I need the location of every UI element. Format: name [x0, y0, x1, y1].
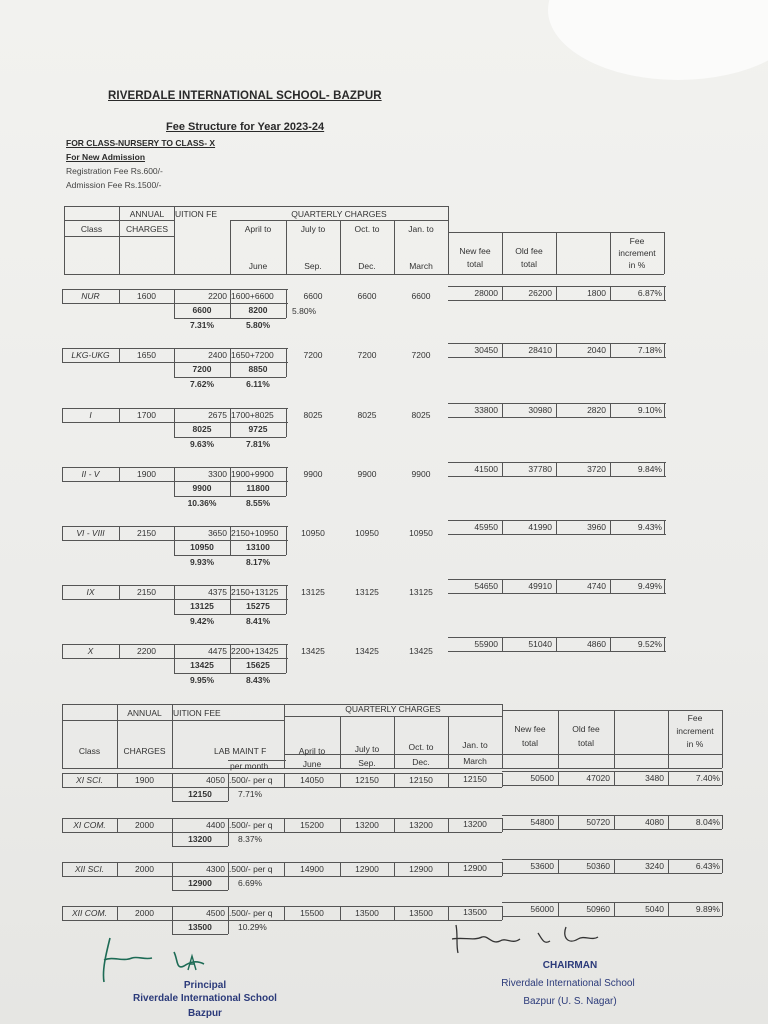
row-divider: [664, 403, 665, 417]
new-admission-heading: For New Admission: [66, 152, 146, 162]
april-june: 15200: [300, 820, 324, 830]
class-name: I: [89, 410, 92, 420]
old-fee-total: 49910: [528, 581, 552, 591]
jan-march: 13200: [463, 819, 487, 829]
july-increase: 5.80%: [292, 306, 317, 316]
col2-jan: Jan. to: [462, 740, 488, 750]
row-divider: [722, 859, 723, 873]
new-tuition-quarter: 7200: [192, 364, 212, 374]
fee-increment: 7.40%: [695, 773, 720, 783]
row-divider: [722, 771, 723, 785]
old-fee-total: 26200: [528, 288, 552, 298]
row-rule: [62, 832, 502, 833]
row-rule: [172, 801, 228, 802]
annual-charges: 1650: [137, 350, 156, 360]
col2-quarterly: QUARTERLY CHARGES: [345, 704, 441, 714]
col2-june: June: [302, 759, 322, 769]
col2-new-total: total: [521, 738, 539, 748]
april-june: 14900: [300, 864, 324, 874]
class-name: LKG-UKG: [71, 350, 110, 360]
col-old-fee: Old fee: [515, 246, 543, 256]
fee-difference: 3240: [645, 861, 664, 871]
row-divider: [664, 462, 665, 476]
fee-difference: 3480: [645, 773, 664, 783]
new-tuition-quarter: 9900: [192, 483, 212, 493]
row-rule: [448, 520, 666, 521]
row-divider: [286, 599, 287, 614]
jan-march: 10950: [409, 528, 433, 538]
jan-march: 13125: [409, 587, 433, 597]
row-divider: [722, 902, 723, 916]
april-june: 1600+6600: [231, 291, 274, 301]
new-tuition-quarter: 12900: [188, 878, 212, 888]
fee-difference: 4860: [587, 639, 606, 649]
tuition-increase: 7.62%: [189, 379, 215, 389]
row-divider: [664, 579, 665, 593]
admission-fee: Admission Fee Rs.1500/-: [66, 180, 162, 190]
april-june: 2150+10950: [231, 528, 279, 538]
class-name: XII SCI.: [74, 864, 105, 874]
fee-increment: 7.18%: [637, 345, 662, 355]
row-rule: [448, 417, 666, 418]
chairman-title: CHAIRMAN: [542, 960, 598, 971]
row-rule: [448, 579, 666, 580]
col2-charges: CHARGES: [123, 746, 166, 756]
col-increment-2: increment: [618, 248, 656, 258]
col-new-fee: New fee: [459, 246, 491, 256]
new-fee-total: 50500: [530, 773, 554, 783]
row-divider: [664, 343, 665, 357]
row-rule: [62, 526, 288, 527]
row-rule: [448, 300, 666, 301]
row-divider: [664, 637, 665, 651]
old-fee-total: 47020: [586, 773, 610, 783]
row-rule: [172, 846, 228, 847]
new-april-june: 8850: [248, 364, 268, 374]
july-sep: 12150: [355, 775, 379, 785]
fee-increment: 9.84%: [637, 464, 662, 474]
april-increase: 8.43%: [245, 675, 271, 685]
annual-charges: 2200: [137, 646, 156, 656]
fee-increment: 9.49%: [637, 581, 662, 591]
new-fee-total: 54650: [474, 581, 498, 591]
tuition-increase: 8.37%: [238, 834, 263, 844]
new-fee-total: 28000: [474, 288, 498, 298]
april-increase: 5.80%: [245, 320, 271, 330]
row-rule: [62, 289, 288, 290]
old-fee-total: 51040: [528, 639, 552, 649]
col-new-total: total: [466, 259, 484, 269]
col-june: June: [248, 261, 268, 271]
new-april-june: 13100: [246, 542, 270, 552]
annual-charges: 2000: [135, 864, 154, 874]
april-june: 1900+9900: [231, 469, 274, 479]
col-charges: CHARGES: [125, 224, 169, 234]
row-rule: [62, 303, 288, 304]
row-rule: [62, 876, 502, 877]
fee-increment: 6.43%: [695, 861, 720, 871]
april-june: 2150+13125: [231, 587, 279, 597]
registration-fee: Registration Fee Rs.600/-: [66, 166, 163, 176]
row-divider: [286, 540, 287, 555]
tuition-increase: 6.69%: [238, 878, 263, 888]
fee-increment: 9.52%: [637, 639, 662, 649]
fee-increment: 9.89%: [695, 904, 720, 914]
annual-charges: 1600: [137, 291, 156, 301]
april-june: 1650+7200: [231, 350, 274, 360]
class-name: IX: [86, 587, 95, 597]
april-june: 15500: [300, 908, 324, 918]
col2-increment-1: Fee: [687, 713, 703, 723]
new-fee-total: 54800: [530, 817, 554, 827]
col2-oct: Oct. to: [408, 742, 434, 752]
col2-increment-2: increment: [676, 726, 714, 736]
row-divider: [286, 481, 287, 496]
jan-march: 6600: [411, 291, 431, 301]
class-range-heading: FOR CLASS-NURSERY TO CLASS- X: [66, 138, 216, 148]
tuition-increase: 9.63%: [189, 439, 215, 449]
row-rule: [62, 348, 288, 349]
new-april-june: 9725: [248, 424, 268, 434]
col-tuition: UITION FE: [175, 209, 218, 219]
tuition-fee: 4475: [208, 646, 227, 656]
new-fee-total: 55900: [474, 639, 498, 649]
col2-sep: Sep.: [358, 758, 376, 768]
school-title: RIVERDALE INTERNATIONAL SCHOOL- BAZPUR: [108, 90, 382, 102]
row-rule: [448, 286, 666, 287]
april-increase: 8.17%: [245, 557, 271, 567]
tuition-fee: 3650: [208, 528, 227, 538]
oct-dec: 9900: [357, 469, 377, 479]
jan-march: 12150: [463, 774, 487, 784]
new-april-june: 11800: [246, 483, 270, 493]
photo-glare: [548, 0, 768, 80]
april-increase: 8.41%: [245, 616, 271, 626]
old-fee-total: 30980: [528, 405, 552, 415]
new-tuition-quarter: 6600: [192, 305, 212, 315]
col2-july: July to: [354, 744, 380, 754]
row-rule: [62, 585, 288, 586]
row-rule: [62, 862, 502, 863]
new-tuition-quarter: 13425: [190, 660, 214, 670]
row-rule: [174, 377, 286, 378]
chairman-place: Bazpur (U. S. Nagar): [523, 996, 617, 1007]
principal-title: Principal: [183, 980, 227, 991]
col-increment-3: in %: [628, 260, 646, 270]
col-oct: Oct. to: [354, 224, 380, 234]
row-rule: [448, 403, 666, 404]
col-quarterly: QUARTERLY CHARGES: [291, 209, 387, 219]
annual-charges: 2000: [135, 908, 154, 918]
col2-new-fee: New fee: [514, 724, 546, 734]
july-sep: 6600: [303, 291, 323, 301]
row-divider: [286, 303, 287, 318]
jan-march: 8025: [411, 410, 431, 420]
row-rule: [502, 785, 722, 786]
fee-increment: 9.10%: [637, 405, 662, 415]
tuition-fee: 4400: [206, 820, 225, 830]
fee-difference: 3720: [587, 464, 606, 474]
row-rule: [62, 818, 502, 819]
row-rule: [174, 496, 286, 497]
col-annual: ANNUAL: [129, 209, 165, 219]
col-increment-1: Fee: [629, 236, 645, 246]
row-rule: [174, 673, 286, 674]
fee-difference: 3960: [587, 522, 606, 532]
row-divider: [228, 787, 229, 801]
old-fee-total: 28410: [528, 345, 552, 355]
row-rule: [174, 555, 286, 556]
july-sep: 13200: [355, 820, 379, 830]
jan-march: 13500: [463, 907, 487, 917]
new-april-june: 8200: [248, 305, 268, 315]
jan-march: 9900: [411, 469, 431, 479]
july-sep: 9900: [303, 469, 323, 479]
fee-increment: 9.43%: [637, 522, 662, 532]
fee-difference: 4080: [645, 817, 664, 827]
oct-dec: 13500: [409, 908, 433, 918]
july-sep: 10950: [301, 528, 325, 538]
annual-charges: 1700: [137, 410, 156, 420]
tuition-increase: 9.93%: [189, 557, 215, 567]
class-name: XII COM.: [72, 908, 107, 918]
jan-march: 7200: [411, 350, 431, 360]
chairman-signature-icon: [448, 915, 618, 960]
col-old-total: total: [520, 259, 538, 269]
row-rule: [62, 408, 288, 409]
annual-charges: 2150: [137, 528, 156, 538]
row-rule: [448, 357, 666, 358]
oct-dec: 13425: [355, 646, 379, 656]
annual-charges: 1900: [135, 775, 154, 785]
old-fee-total: 50720: [586, 817, 610, 827]
row-rule: [502, 859, 722, 860]
row-rule: [448, 476, 666, 477]
oct-dec: 6600: [357, 291, 377, 301]
row-rule: [62, 658, 288, 659]
tuition-increase: 9.95%: [189, 675, 215, 685]
lab-maintenance-fee: .500/- per q: [229, 864, 273, 874]
july-sep: 7200: [303, 350, 323, 360]
class-name: X: [87, 646, 94, 656]
oct-dec: 10950: [355, 528, 379, 538]
row-rule: [502, 829, 722, 830]
old-fee-total: 50360: [586, 861, 610, 871]
tuition-fee: 4050: [206, 775, 225, 785]
july-sep: 12900: [355, 864, 379, 874]
principal-place: Bazpur: [188, 1008, 222, 1019]
row-divider: [286, 422, 287, 437]
row-rule: [448, 637, 666, 638]
tuition-increase: 10.29%: [238, 922, 267, 932]
row-rule: [62, 644, 288, 645]
row-divider: [286, 362, 287, 377]
row-rule: [174, 437, 286, 438]
row-divider: [664, 286, 665, 300]
fee-structure-title: Fee Structure for Year 2023-24: [166, 121, 325, 133]
row-divider: [286, 658, 287, 673]
row-rule: [502, 771, 722, 772]
new-fee-total: 30450: [474, 345, 498, 355]
row-rule: [62, 467, 288, 468]
oct-dec: 13200: [409, 820, 433, 830]
april-increase: 6.11%: [246, 379, 270, 389]
tuition-fee: 2400: [208, 350, 227, 360]
col2-annual: ANNUAL: [127, 708, 162, 718]
april-june: 14050: [300, 775, 324, 785]
col-sep: Sep.: [304, 261, 322, 271]
row-rule: [62, 599, 288, 600]
col2-tuition: UITION FEE: [173, 708, 221, 718]
row-rule: [448, 593, 666, 594]
lab-maintenance-fee: .500/- per q: [229, 820, 273, 830]
row-rule: [502, 873, 722, 874]
row-divider: [228, 876, 229, 890]
annual-charges: 2150: [137, 587, 156, 597]
tuition-fee: 4375: [208, 587, 227, 597]
class-name: II - V: [81, 469, 100, 479]
class-name: VI - VIII: [76, 528, 105, 538]
tuition-fee: 3300: [208, 469, 227, 479]
row-rule: [62, 540, 288, 541]
new-april-june: 15625: [246, 660, 270, 670]
col-march: March: [409, 261, 433, 271]
row-rule: [62, 362, 288, 363]
july-sep: 13125: [301, 587, 325, 597]
class-name: NUR: [81, 291, 100, 301]
oct-dec: 12900: [409, 864, 433, 874]
fee-difference: 2820: [587, 405, 606, 415]
row-rule: [62, 773, 502, 774]
fee-difference: 4740: [587, 581, 606, 591]
tuition-increase: 9.42%: [189, 616, 215, 626]
old-fee-total: 41990: [528, 522, 552, 532]
fee-difference: 2040: [587, 345, 606, 355]
tuition-fee: 4300: [206, 864, 225, 874]
new-tuition-quarter: 10950: [190, 542, 214, 552]
fee-difference: 1800: [587, 288, 606, 298]
col2-per-month: per month: [230, 761, 269, 771]
jan-march: 13425: [409, 646, 433, 656]
tuition-increase: 10.36%: [187, 498, 217, 508]
principal-org: Riverdale International School: [133, 993, 277, 1004]
fee-increment: 6.87%: [637, 288, 662, 298]
chairman-org: Riverdale International School: [501, 978, 635, 989]
row-rule: [448, 534, 666, 535]
lab-maintenance-fee: .500/- per q: [229, 775, 273, 785]
col2-dec: Dec.: [412, 757, 430, 767]
new-tuition-quarter: 13200: [188, 834, 212, 844]
row-rule: [502, 902, 722, 903]
new-fee-total: 45950: [474, 522, 498, 532]
row-rule: [174, 614, 286, 615]
row-rule: [448, 651, 666, 652]
col-dec: Dec.: [358, 261, 376, 271]
row-rule: [448, 343, 666, 344]
new-fee-total: 33800: [474, 405, 498, 415]
tuition-fee: 2675: [208, 410, 227, 420]
tuition-fee: 4500: [206, 908, 225, 918]
row-rule: [62, 422, 288, 423]
row-rule: [62, 787, 502, 788]
row-divider: [722, 815, 723, 829]
oct-dec: 13125: [355, 587, 379, 597]
oct-dec: 12150: [409, 775, 433, 785]
oct-dec: 8025: [357, 410, 377, 420]
jan-march: 12900: [463, 863, 487, 873]
july-sep: 13500: [355, 908, 379, 918]
fee-difference: 5040: [645, 904, 664, 914]
new-tuition-quarter: 13500: [188, 922, 212, 932]
tuition-increase: 7.71%: [238, 789, 263, 799]
new-tuition-quarter: 13125: [190, 601, 214, 611]
col2-old-fee: Old fee: [572, 724, 600, 734]
fee-increment: 8.04%: [695, 817, 720, 827]
annual-charges: 2000: [135, 820, 154, 830]
old-fee-total: 37780: [528, 464, 552, 474]
col-class: Class: [80, 224, 103, 234]
col-april: April to: [244, 224, 272, 234]
new-tuition-quarter: 8025: [192, 424, 212, 434]
row-rule: [502, 815, 722, 816]
july-sep: 8025: [303, 410, 323, 420]
new-fee-total: 41500: [474, 464, 498, 474]
tuition-fee: 2200: [208, 291, 227, 301]
new-tuition-quarter: 12150: [188, 789, 212, 799]
annual-charges: 1900: [137, 469, 156, 479]
row-rule: [62, 920, 502, 921]
col2-march: March: [463, 756, 487, 766]
class-name: XI SCI.: [76, 775, 103, 785]
april-june: 1700+8025: [231, 410, 274, 420]
class-name: XI COM.: [73, 820, 106, 830]
new-fee-total: 53600: [530, 861, 554, 871]
row-rule: [174, 318, 286, 319]
old-fee-total: 50960: [586, 904, 610, 914]
row-rule: [62, 906, 502, 907]
new-april-june: 15275: [246, 601, 270, 611]
april-increase: 8.55%: [245, 498, 271, 508]
col2-class: Class: [78, 746, 101, 756]
col-jan: Jan. to: [408, 224, 434, 234]
row-divider: [664, 520, 665, 534]
col2-old-total: total: [577, 738, 595, 748]
col-july: July to: [300, 224, 326, 234]
lab-maintenance-fee: .500/- per q: [229, 908, 273, 918]
row-rule: [62, 481, 288, 482]
row-divider: [228, 832, 229, 846]
oct-dec: 7200: [357, 350, 377, 360]
new-fee-total: 56000: [530, 904, 554, 914]
row-rule: [172, 890, 228, 891]
april-increase: 7.81%: [245, 439, 271, 449]
tuition-increase: 7.31%: [189, 320, 215, 330]
row-rule: [448, 462, 666, 463]
july-sep: 13425: [301, 646, 325, 656]
col2-april: April to: [298, 746, 326, 756]
col2-lab: LAB MAINT F: [214, 746, 267, 756]
col2-increment-3: in %: [686, 739, 704, 749]
april-june: 2200+13425: [231, 646, 279, 656]
